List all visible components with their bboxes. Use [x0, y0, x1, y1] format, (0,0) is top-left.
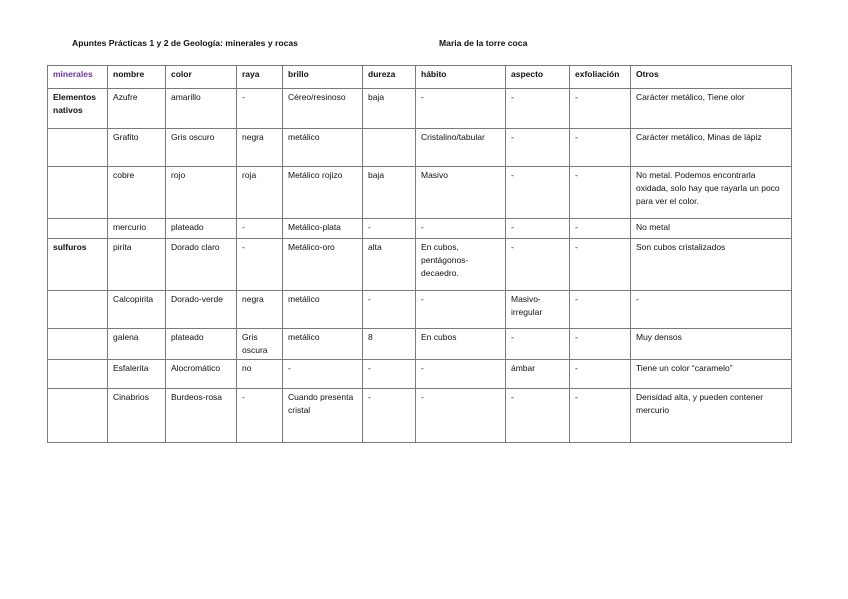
table-cell: Carácter metálico, Minas de lápiz [631, 129, 792, 167]
table-cell: - [506, 219, 570, 239]
table-cell: sulfuros [48, 239, 108, 291]
table-cell: - [416, 291, 506, 329]
column-header-exfoliacion: exfoliación [570, 66, 631, 89]
table-row [48, 167, 792, 219]
table-cell: Calcopirita [108, 291, 166, 329]
table-cell: Céreo/resinoso [283, 89, 363, 129]
table-cell: - [237, 239, 283, 291]
table-cell: plateado [166, 219, 237, 239]
table-cell: 8 [363, 329, 416, 360]
table-cell [48, 360, 108, 389]
table-cell: Cuando presenta cristal [283, 389, 363, 443]
column-header-aspecto: aspecto [506, 66, 570, 89]
table-cell: - [363, 219, 416, 239]
table-cell: - [506, 129, 570, 167]
table-cell: Carácter metálico, Tiene olor [631, 89, 792, 129]
table-cell [48, 389, 108, 443]
column-header-otros: Otros [631, 66, 792, 89]
author-name: Maria de la torre coca [439, 38, 528, 48]
table-cell [48, 167, 108, 219]
table-cell [48, 329, 108, 360]
minerals-table [47, 65, 792, 443]
table-cell: amarillo [166, 89, 237, 129]
document-title: Apuntes Prácticas 1 y 2 de Geología: minerales y rocas [72, 38, 298, 48]
table-row [48, 239, 792, 291]
table-cell: Burdeos-rosa [166, 389, 237, 443]
table-cell: negra [237, 129, 283, 167]
column-header-nombre: nombre [108, 66, 166, 89]
table-cell: Muy densos [631, 329, 792, 360]
table-cell: metálico [283, 129, 363, 167]
table-cell: - [237, 389, 283, 443]
table-cell [363, 129, 416, 167]
column-header-habito: hábito [416, 66, 506, 89]
table-cell: Son cubos cristalizados [631, 239, 792, 291]
table-cell: - [416, 219, 506, 239]
table-cell: mercurio [108, 219, 166, 239]
table-cell: Dorado claro [166, 239, 237, 291]
table-cell: Densidad alta, y pueden contener mercurio [631, 389, 792, 443]
table-header-row [48, 66, 792, 89]
table-cell: - [570, 89, 631, 129]
table-cell: roja [237, 167, 283, 219]
table-cell: Alocromático [166, 360, 237, 389]
table-cell: Metálico-plata [283, 219, 363, 239]
table-cell: No metal [631, 219, 792, 239]
table-cell [48, 129, 108, 167]
table-cell: Azufre [108, 89, 166, 129]
table-cell: negra [237, 291, 283, 329]
table-cell: - [237, 219, 283, 239]
column-header-dureza: dureza [363, 66, 416, 89]
table-cell: Elementos nativos [48, 89, 108, 129]
table-cell: Masivo-irregular [506, 291, 570, 329]
table-cell: Esfalerita [108, 360, 166, 389]
table-cell: no [237, 360, 283, 389]
table-cell: - [570, 167, 631, 219]
table-cell: - [570, 239, 631, 291]
table-cell: Dorado-verde [166, 291, 237, 329]
table-cell: alta [363, 239, 416, 291]
table-cell: En cubos, pentágonos-decaedro. [416, 239, 506, 291]
table-cell: - [631, 291, 792, 329]
table-cell: - [570, 219, 631, 239]
table-cell: - [363, 389, 416, 443]
column-header-brillo: brillo [283, 66, 363, 89]
table-cell: No metal. Podemos encontrarla oxidada, solo hay que rayarla un poco para ver el color. [631, 167, 792, 219]
table-cell: - [506, 389, 570, 443]
table-cell: rojo [166, 167, 237, 219]
table-cell: Gris oscuro [166, 129, 237, 167]
table-cell: plateado [166, 329, 237, 360]
table-cell: - [570, 329, 631, 360]
table-cell [48, 219, 108, 239]
table-cell: - [506, 89, 570, 129]
table-cell: Cinabrios [108, 389, 166, 443]
table-cell: Tiene un color “caramelo” [631, 360, 792, 389]
table-cell: Metálico rojizo [283, 167, 363, 219]
table-cell: - [570, 360, 631, 389]
table-cell: - [506, 167, 570, 219]
table-cell: - [570, 291, 631, 329]
table-cell: baja [363, 167, 416, 219]
table-cell: - [506, 239, 570, 291]
table-cell: Grafito [108, 129, 166, 167]
table-cell: - [570, 389, 631, 443]
column-header-raya: raya [237, 66, 283, 89]
table-row [48, 89, 792, 129]
table-cell: - [416, 89, 506, 129]
table-cell: ámbar [506, 360, 570, 389]
table-row [48, 291, 792, 329]
table-cell: - [506, 329, 570, 360]
table-row [48, 329, 792, 360]
table-cell: Masivo [416, 167, 506, 219]
table-row [48, 129, 792, 167]
table-cell: - [363, 291, 416, 329]
table-cell: pirita [108, 239, 166, 291]
table-cell: Cristalino/tabular [416, 129, 506, 167]
table-row [48, 360, 792, 389]
table-cell: - [363, 360, 416, 389]
table-cell: cobre [108, 167, 166, 219]
table-cell: baja [363, 89, 416, 129]
table-cell [48, 291, 108, 329]
table-cell: galena [108, 329, 166, 360]
table-cell: En cubos [416, 329, 506, 360]
table-cell: metálico [283, 291, 363, 329]
table-cell: Metálico-oro [283, 239, 363, 291]
table-cell: - [416, 389, 506, 443]
table-row [48, 389, 792, 443]
table-cell: - [416, 360, 506, 389]
table-cell: - [570, 129, 631, 167]
table-cell: - [283, 360, 363, 389]
column-header-color: color [166, 66, 237, 89]
table-cell: Gris oscura [237, 329, 283, 360]
table-row [48, 219, 792, 239]
table-cell: metálico [283, 329, 363, 360]
column-header-minerales: minerales [48, 66, 108, 89]
table-cell: - [237, 89, 283, 129]
